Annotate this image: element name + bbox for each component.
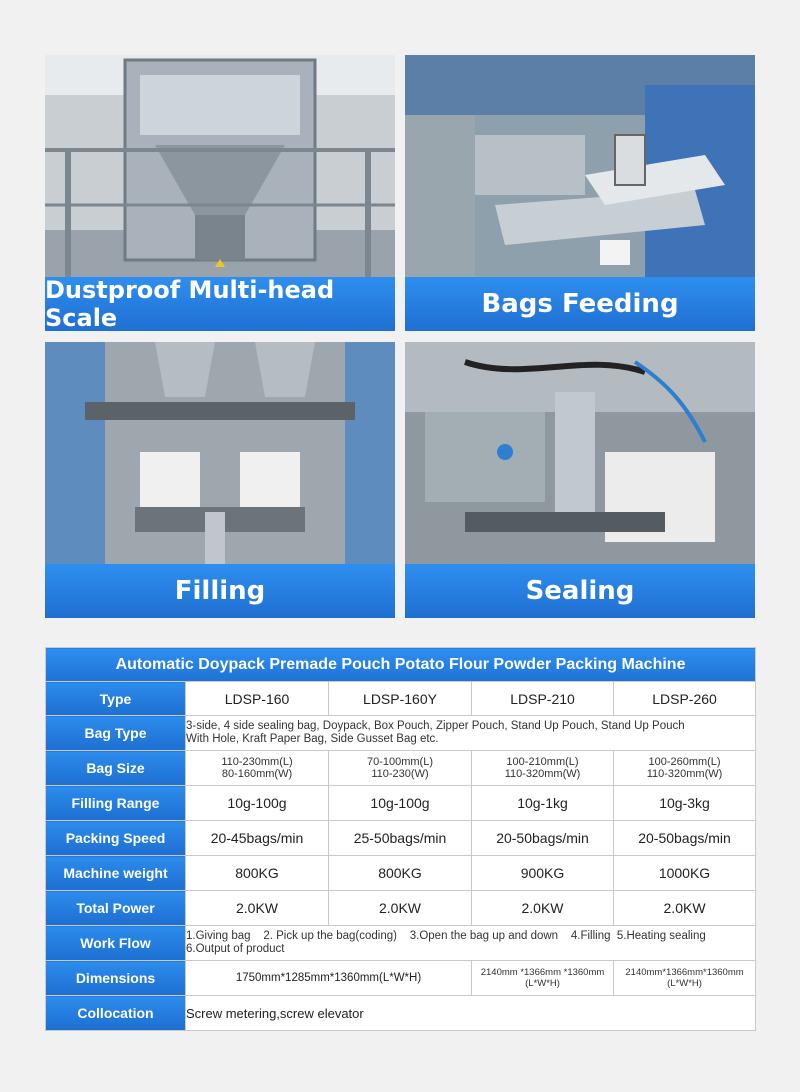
filling-photo [45,342,395,564]
value-cell: 2.0KW [329,891,472,926]
multihead-scale-photo [45,55,395,277]
bag-size-length: 110-230mm(L) [221,756,293,768]
table-title-row [46,648,756,682]
dimensions-line: (L*W*H) [525,978,560,989]
row-label: Machine weight [46,856,186,891]
collocation-cell: Screw metering,screw elevator [186,996,756,1031]
dimensions-line: (L*W*H) [667,978,702,989]
row-label: Collocation [46,996,186,1031]
dimensions-line: 2140mm*1366mm*1360mm [625,967,744,978]
panel-bags-feeding [405,55,755,331]
row-label: Bag Type [46,716,186,751]
value-cell: 2.0KW [614,891,756,926]
table-row [46,682,756,716]
panel-multihead-scale [45,55,395,331]
value-cell: 20-50bags/min [472,821,614,856]
row-label: Work Flow [46,926,186,961]
value-cell: 1000KG [614,856,756,891]
value-cell: 10g-100g [329,786,472,821]
panel-caption: Sealing [405,564,755,618]
bag-size-cell [329,751,472,786]
bag-size-width: 110-320mm(W) [504,768,581,780]
dimensions-cell [472,961,614,996]
value-cell: 800KG [186,856,329,891]
table-title: Automatic Doypack Premade Pouch Potato Flour Powder Packing Machine [46,648,756,682]
work-flow-line: 1.Giving bag 2. Pick up the bag(coding) 3.Open the bag up and down 4.Filling 5.Heating sealing [186,930,706,942]
value-cell: 20-50bags/min [614,821,756,856]
panel-filling [45,342,395,618]
value-cell: 10g-1kg [472,786,614,821]
row-label: Packing Speed [46,821,186,856]
value-cell: 800KG [329,856,472,891]
bag-size-width: 110-320mm(W) [646,768,723,780]
row-label: Filling Range [46,786,186,821]
value-cell: 25-50bags/min [329,821,472,856]
table-row [46,891,756,926]
model-cell: LDSP-260 [614,682,756,716]
bag-size-length: 100-210mm(L) [506,756,579,768]
table-row [46,996,756,1031]
row-label: Bag Size [46,751,186,786]
bag-size-cell [614,751,756,786]
model-cell: LDSP-160Y [329,682,472,716]
value-cell: 20-45bags/min [186,821,329,856]
bag-size-cell [472,751,614,786]
work-flow-cell [186,926,756,961]
dimensions-line: 2140mm *1366mm *1360mm [480,967,605,978]
panel-caption: Filling [45,564,395,618]
model-cell: LDSP-160 [186,682,329,716]
work-flow-line: 6.Output of product [186,943,285,955]
row-label: Type [46,682,186,716]
bag-size-length: 100-260mm(L) [648,756,721,768]
value-cell: 10g-100g [186,786,329,821]
bag-size-cell [186,751,329,786]
bag-size-length: 70-100mm(L) [366,756,434,768]
bag-size-width: 80-160mm(W) [221,768,293,780]
bag-type-line: With Hole, Kraft Paper Bag, Side Gusset Bag etc. [186,733,439,745]
value-cell: 10g-3kg [614,786,756,821]
table-row [46,961,756,996]
table-row [46,751,756,786]
panel-sealing [405,342,755,618]
table-row [46,926,756,961]
value-cell: 2.0KW [186,891,329,926]
table-row [46,716,756,751]
panel-caption: Dustproof Multi-head Scale [45,277,395,331]
spec-table [45,647,756,1031]
table-row [46,856,756,891]
sealing-photo [405,342,755,564]
dimensions-cell [614,961,756,996]
row-label: Total Power [46,891,186,926]
value-cell: 2.0KW [472,891,614,926]
panel-caption: Bags Feeding [405,277,755,331]
row-label: Dimensions [46,961,186,996]
table-row [46,786,756,821]
dimensions-cell: 1750mm*1285mm*1360mm(L*W*H) [186,961,472,996]
bag-type-cell [186,716,756,751]
model-cell: LDSP-210 [472,682,614,716]
bag-size-width: 110-230(W) [371,768,429,780]
bag-feeding-photo [405,55,755,277]
bag-type-line: 3-side, 4 side sealing bag, Doypack, Box Pouch, Zipper Pouch, Stand Up Pouch, Stand Up Pouch [186,720,685,732]
table-row [46,821,756,856]
value-cell: 900KG [472,856,614,891]
